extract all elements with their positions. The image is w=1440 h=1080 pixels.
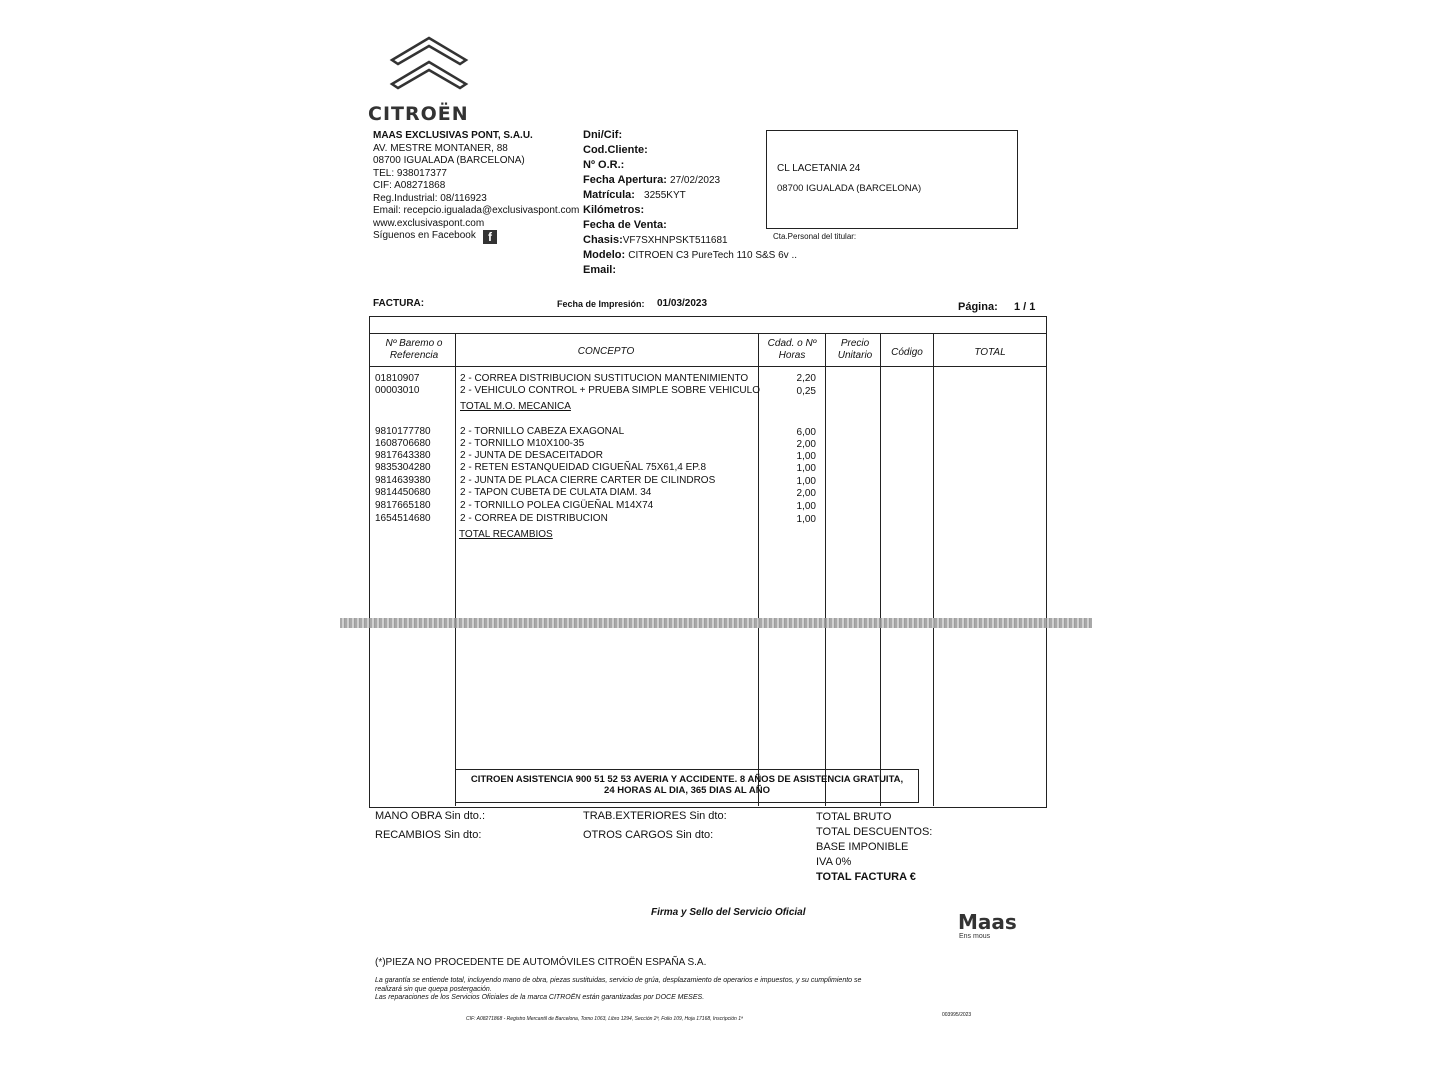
dealer-tel: TEL: 938017377 xyxy=(373,167,447,179)
part-concept-2: 2 - TORNILLO M10X100-35 xyxy=(460,438,585,449)
part-concept-1: 2 - TORNILLO CABEZA EXAGONAL xyxy=(460,426,625,437)
dealer-email: Email: recepcio.igualada@exclusivaspont.com xyxy=(373,205,580,216)
total-bruto-label: TOTAL BRUTO xyxy=(816,811,892,823)
part-qty-6: 2,00 xyxy=(796,488,816,499)
garantia-text xyxy=(375,977,935,1003)
vehicle-block xyxy=(583,128,797,278)
header-qty: Cdad. o Nº Horas xyxy=(767,338,817,361)
part-ref-7: 9817665180 xyxy=(375,500,431,511)
part-qty-1: 6,00 xyxy=(796,427,816,438)
kilometros-label: Kilómetros: xyxy=(583,204,645,216)
dealer-block xyxy=(373,130,579,243)
recambios-label: RECAMBIOS Sin dto: xyxy=(375,829,482,841)
part-concept-7: 2 - TORNILLO POLEA CIGÜEÑAL M14X74 xyxy=(460,500,654,511)
part-concept-6: 2 - TAPON CUBETA DE CULATA DIAM. 34 xyxy=(460,487,652,498)
part-qty-5: 1,00 xyxy=(796,476,816,487)
col-divider-qty xyxy=(825,334,826,806)
labor-ref-1: 01810907 xyxy=(375,373,420,384)
col-divider-price xyxy=(880,334,881,806)
header-ref: Nº Baremo o Referencia xyxy=(385,338,443,361)
part-ref-1: 9810177780 xyxy=(375,426,431,437)
labor-qty-2: 0,25 xyxy=(796,386,816,397)
trab-ext-label: TRAB.EXTERIORES Sin dto: xyxy=(583,810,727,822)
table-header-rule xyxy=(369,366,1046,367)
labor-concept-1: 2 - CORREA DISTRIBUCION SUSTITUCION MANTENIMIENTO xyxy=(460,373,749,384)
scan-artifact-band xyxy=(340,618,1092,628)
customer-line2: 08700 IGUALADA (BARCELONA) xyxy=(777,183,922,194)
otros-label: OTROS CARGOS Sin dto: xyxy=(583,829,714,841)
print-date-label: Fecha de Impresión: xyxy=(557,299,645,309)
labor-total-label: TOTAL M.O. MECANICA xyxy=(460,401,571,412)
dealer-city: 08700 IGUALADA (BARCELONA) xyxy=(373,155,525,166)
chasis-label: Chasis: xyxy=(583,234,623,246)
labor-ref-2: 00003010 xyxy=(375,385,420,396)
part-ref-6: 9814450680 xyxy=(375,487,431,498)
document-code: 003995/2023 xyxy=(942,1012,972,1018)
part-ref-5: 9814639380 xyxy=(375,475,431,486)
page-label: Página: xyxy=(958,301,998,313)
dealer-web: www.exclusivaspont.com xyxy=(373,217,485,229)
header-codigo: Código xyxy=(891,347,923,358)
labor-qty-1: 2,20 xyxy=(796,373,816,384)
dealer-name: MAAS EXCLUSIVAS PONT, S.A.U. xyxy=(373,130,533,141)
garantia-line1: La garantía se entiende total, incluyendo mano de obra, piezas sustituidas, servicio de grúa, desplazamiento de operarios e impuestos, y su cumplimiento se xyxy=(375,977,862,984)
dni-label: Dni/Cif: xyxy=(583,129,623,141)
maas-logo: Maas xyxy=(958,910,1017,934)
header-total: TOTAL xyxy=(974,347,1006,358)
labor-concept-2: 2 - VEHICULO CONTROL + PRUEBA SIMPLE SOBRE VEHICULO xyxy=(460,385,760,396)
pieza-notice: (*)PIEZA NO PROCEDENTE DE AUTOMÓVILES CITROËN ESPAÑA S.A. xyxy=(375,957,707,968)
page-number: 1 / 1 xyxy=(1014,301,1036,313)
cta-personal-label: Cta.Personal del titular: xyxy=(773,232,857,241)
part-concept-5: 2 - JUNTA DE PLACA CIERRE CARTER DE CILINDROS xyxy=(460,475,716,486)
fecha-apertura-label: Fecha Apertura: xyxy=(583,174,667,186)
total-factura-label: TOTAL FACTURA € xyxy=(816,871,916,883)
chasis-value: VF7SXHNPSKT511681 xyxy=(622,235,728,246)
col-divider-code xyxy=(933,334,934,806)
part-qty-3: 1,00 xyxy=(796,451,816,462)
firma-sello-label: Firma y Sello del Servicio Oficial xyxy=(651,907,806,918)
part-concept-3: 2 - JUNTA DE DESACEITADOR xyxy=(460,450,603,461)
dealer-reg: Reg.Industrial: 08/116923 xyxy=(373,192,487,204)
assistance-line2: 24 HORAS AL DIA, 365 DIAS AL AÑO xyxy=(604,785,770,796)
assistance-box xyxy=(455,769,919,803)
matricula-label: Matrícula: xyxy=(583,189,635,201)
part-ref-4: 9835304280 xyxy=(375,462,431,473)
fecha-apertura-value: 27/02/2023 xyxy=(670,175,721,186)
part-ref-3: 9817643380 xyxy=(375,450,431,461)
dealer-address: AV. MESTRE MONTANER, 88 xyxy=(373,142,508,154)
col-divider-concept xyxy=(758,334,759,806)
base-imponible-label: BASE IMPONIBLE xyxy=(816,841,909,853)
part-qty-2: 2,00 xyxy=(796,439,816,450)
fecha-venta-label: Fecha de Venta: xyxy=(583,219,667,231)
part-qty-4: 1,00 xyxy=(796,463,816,474)
legal-registry: CIF: A08271868 - Registro Mercantil de Barcelona, Tomo 1063, Libro 1294, Sección 2ª, Folio 109, Hoja 17168, Inscripción 1ª xyxy=(466,1016,743,1022)
modelo-value: CITROEN C3 PureTech 110 S&S 6v .. xyxy=(628,250,798,261)
dealer-facebook: Síguenos en Facebook xyxy=(373,230,476,241)
customer-line1: CL LACETANIA 24 xyxy=(777,163,861,174)
header-concepto: CONCEPTO xyxy=(577,346,635,357)
citroen-chevrons-logo xyxy=(388,32,470,102)
dealer-cif: CIF: A08271868 xyxy=(373,180,446,191)
part-concept-8: 2 - CORREA DE DISTRIBUCION xyxy=(460,513,608,524)
or-label: Nº O.R.: xyxy=(583,159,625,171)
cod-cliente-label: Cod.Cliente: xyxy=(583,144,648,156)
part-ref-8: 1654514680 xyxy=(375,513,431,524)
garantia-line2: realizará sin que quepa postergación. xyxy=(375,985,492,993)
maas-tagline: Ens mous xyxy=(959,933,991,940)
total-descuentos-label: TOTAL DESCUENTOS: xyxy=(816,826,933,838)
part-qty-7: 1,00 xyxy=(796,501,816,512)
part-qty-8: 1,00 xyxy=(796,514,816,525)
email-label: Email: xyxy=(583,264,617,276)
header-precio: Precio Unitario xyxy=(837,338,873,361)
iva-label: IVA 0% xyxy=(816,856,852,868)
garantia-line3: Las reparaciones de los Servicios Oficiales de la marca CITROËN están garantizadas por DOCE MESES. xyxy=(375,994,705,1001)
matricula-value: 3255KYT xyxy=(644,190,686,201)
brand-wordmark: CITROËN xyxy=(368,103,469,125)
part-concept-4: 2 - RETEN ESTANQUEIDAD CIGUEÑAL 75X61,4 EP.8 xyxy=(460,462,707,473)
factura-label: FACTURA: xyxy=(373,298,425,309)
part-ref-2: 1608706680 xyxy=(375,438,431,449)
parts-total-label: TOTAL RECAMBIOS xyxy=(459,529,553,540)
customer-address-box xyxy=(766,130,1018,229)
modelo-label: Modelo: xyxy=(583,249,626,261)
assistance-line1: CITROEN ASISTENCIA 900 51 52 53 AVERIA Y ACCIDENTE. 8 AÑOS DE ASISTENCIA GRATUITA, xyxy=(470,774,904,785)
mano-obra-label: MANO OBRA Sin dto.: xyxy=(375,810,486,822)
print-date-value: 01/03/2023 xyxy=(657,298,708,309)
col-divider-ref xyxy=(455,334,456,806)
table-top-rule xyxy=(369,333,1046,334)
facebook-icon: f xyxy=(483,230,497,244)
